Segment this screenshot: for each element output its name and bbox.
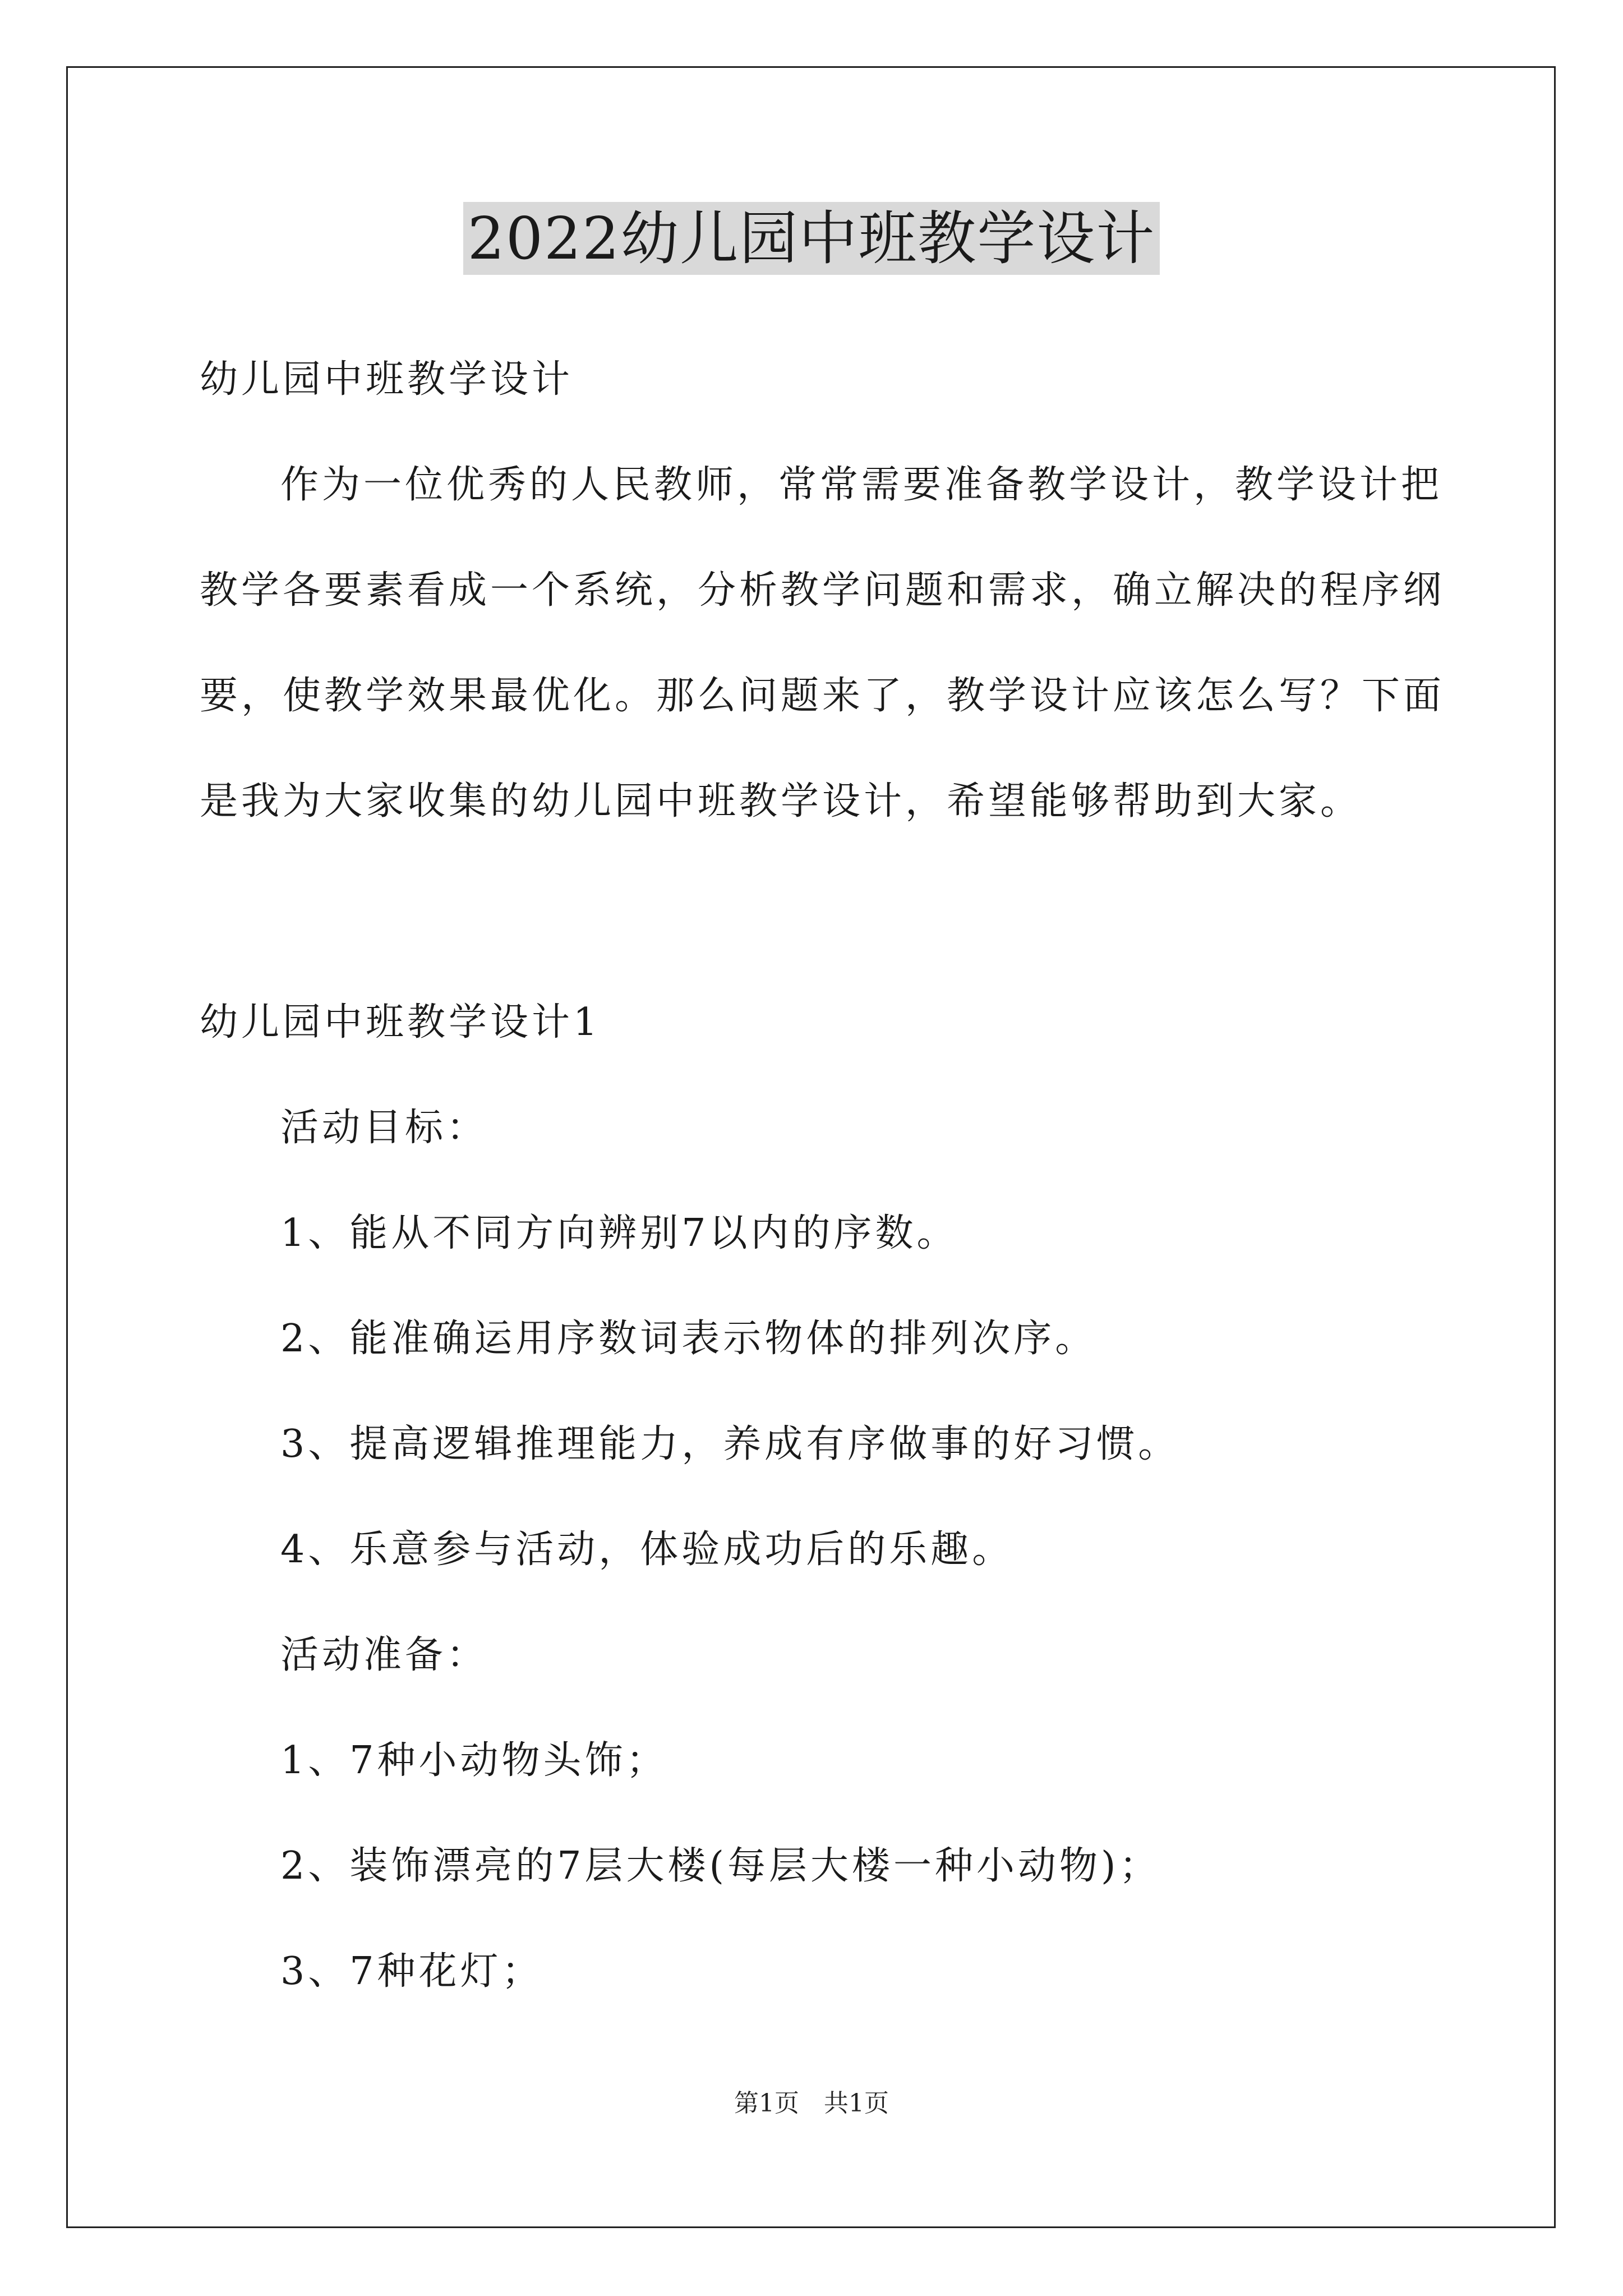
intro-line-4: 是我为大家收集的幼儿园中班教学设计，希望能够帮助到大家。 [200, 779, 1362, 823]
prep-item-2: 2、装饰漂亮的7层大楼(每层大楼一种小动物)； [280, 1844, 1161, 1888]
goal-item-3: 3、提高逻辑推理能力，养成有序做事的好习惯。 [280, 1422, 1180, 1466]
intro-line-3: 要，使教学效果最优化。那么问题来了，教学设计应该怎么写？下面 [200, 674, 1445, 718]
goal-item-1: 1、能从不同方向辨别7以内的序数。 [280, 1211, 958, 1255]
prep-heading: 活动准备： [280, 1633, 488, 1677]
document-title [0, 202, 1623, 275]
section-heading-1: 幼儿园中班教学设计1 [200, 1000, 601, 1045]
prep-item-1: 1、7种小动物头饰； [280, 1738, 668, 1783]
prep-item-3: 3、7种花灯； [280, 1949, 543, 1994]
page-number-footer: 第1页 共1页 [734, 2089, 889, 2118]
intro-line-1: 作为一位优秀的人民教师，常常需要准备教学设计，教学设计把 [280, 463, 1443, 507]
goal-item-4: 4、乐意参与活动，体验成功后的乐趣。 [280, 1527, 1014, 1572]
subtitle-line: 幼儿园中班教学设计 [200, 357, 574, 402]
intro-line-2: 教学各要素看成一个系统，分析教学问题和需求，确立解决的程序纲 [200, 568, 1445, 613]
goal-item-2: 2、能准确运用序数词表示物体的排列次序。 [280, 1317, 1097, 1361]
goals-heading: 活动目标： [280, 1106, 488, 1150]
title-text: 2022幼儿园中班教学设计 [463, 202, 1160, 275]
